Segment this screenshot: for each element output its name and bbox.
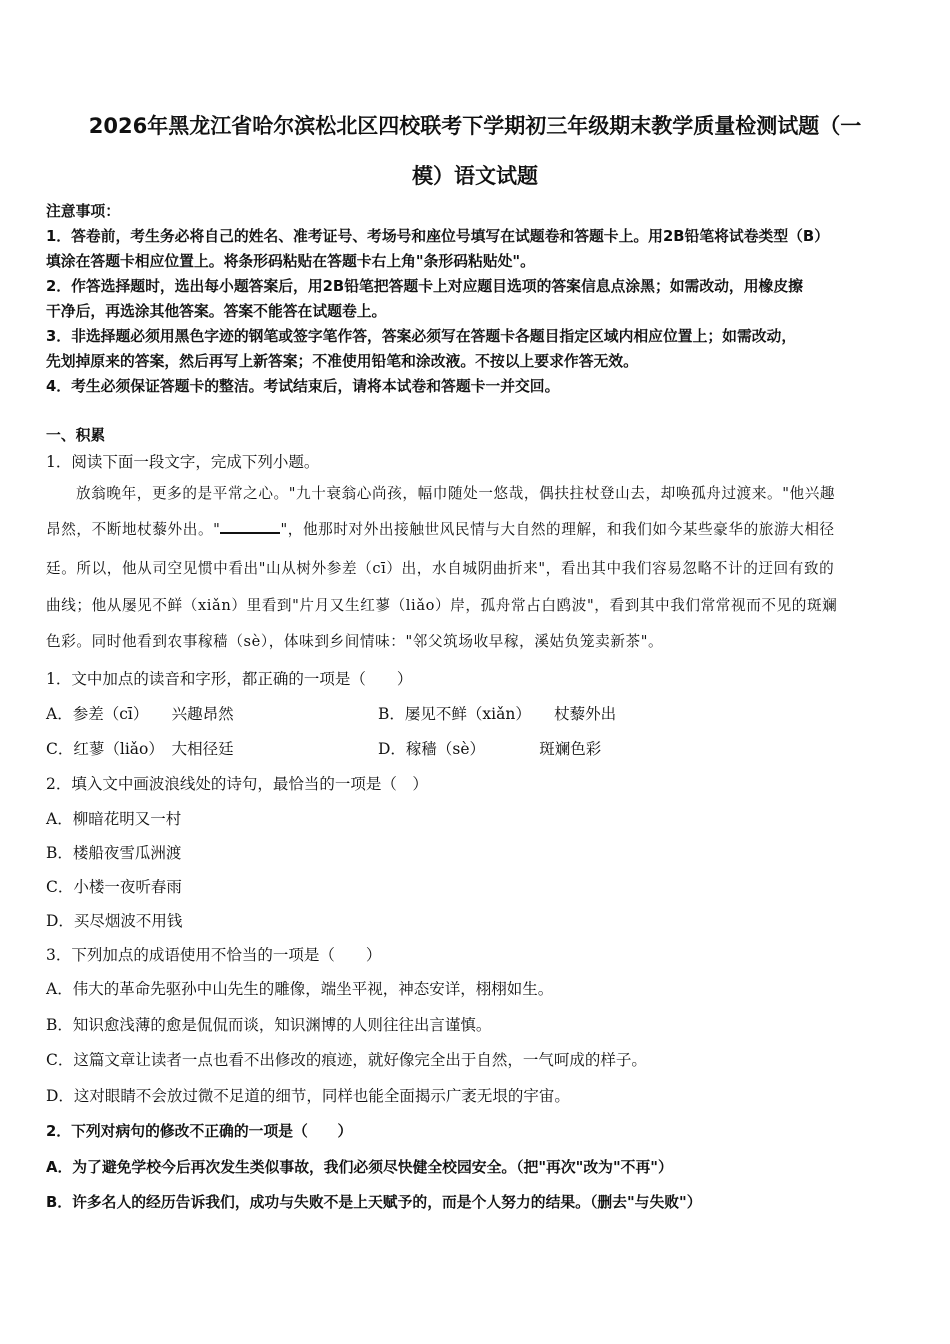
exam-title-line1: 2026年黑龙江省哈尔滨松北区四校联考下学期初三年级期末教学质量检测试题（一 [88,114,862,138]
notice-line: 填涂在答题卡相应位置上。将条形码粘贴在答题卡右上角"条形码粘贴处"。 [46,253,535,270]
passage-line-with-blank [46,520,835,540]
option-c: C．小楼一夜听春雨 [46,878,182,896]
option-b: B．楼船夜雪瓜洲渡 [46,844,182,862]
option-a: A．为了避免学校今后再次发生类似事故，我们必须尽快健全校园安全。（把"再次"改为"不再"） [46,1159,673,1176]
option-b: B．屡见不鲜（xiǎn） 杖藜外出 [378,705,617,723]
notice-line: 4．考生必须保证答题卡的整洁。考试结束后，请将本试卷和答题卡一并交回。 [46,378,560,395]
section-heading: 一、积累 [46,427,106,444]
notice-line: 先划掉原来的答案，然后再写上新答案；不准使用铅笔和涂改液。不按以上要求作答无效。 [46,353,638,370]
question-stem: 2．填入文中画波浪线处的诗句，最恰当的一项是（ ） [46,775,428,793]
passage-line: 廷。所以，他从司空见惯中看出"山从树外参差（cī）出，水自城阴曲折来"，看出其中我们容易忽略不计的迂回有致的 [46,560,835,577]
question-stem: 1．文中加点的读音和字形，都正确的一项是（ ） [46,670,413,688]
passage-text: 昂然，不断地杖藜外出。" [46,521,221,538]
notice-heading: 注意事项： [46,203,120,220]
passage-text: "，他那时对外出接触世风民情与大自然的理解，和我们如今某些豪华的旅游大相径 [280,521,835,538]
option-b: B．知识愈浅薄的愈是侃侃而谈，知识渊博的人则往往出言谨慎。 [46,1016,492,1034]
option-c: C．红蓼（liǎo） 大相径廷 [46,740,234,758]
passage-line: 色彩。同时他看到农事稼穑（sè），体味到乡间情味："邻父筑场收早稼，溪姑负笼卖新茶"。 [46,633,664,650]
question-stem: 2．下列对病句的修改不正确的一项是（ ） [46,1123,353,1140]
option-a: A．伟大的革命先驱孙中山先生的雕像，端坐平视，神态安详，栩栩如生。 [46,980,554,998]
option-c: C．这篇文章让读者一点也看不出修改的痕迹，就好像完全出于自然，一气呵成的样子。 [46,1051,647,1069]
notice-line: 2．作答选择题时，选出每小题答案后，用2B铅笔把答题卡上对应题目选项的答案信息点涂黑；如需改动，用橡皮擦 [46,278,803,295]
passage-line: 曲线；他从屡见不鲜（xiǎn）里看到"片月又生红蓼（liǎo）岸，孤舟常占白鸥波"，看到其中我们常常视而不见的斑斓 [46,597,838,614]
exam-title-line2: 模）语文试题 [412,164,538,188]
fill-blank [220,520,280,534]
passage-line: 放翁晚年，更多的是平常之心。"九十衰翁心尚孩，幅巾随处一悠哉，偶扶拄杖登山去，却唤孤舟过渡来。"他兴趣 [76,485,836,502]
notice-line: 1．答卷前，考生务必将自己的姓名、准考证号、考场号和座位号填写在试题卷和答题卡上。用2B铅笔将试卷类型（B） [46,228,829,245]
option-d: D．买尽烟波不用钱 [46,912,183,930]
option-d: D．稼穑（sè） 斑斓色彩 [378,740,602,758]
option-a: A．参差（cī） 兴趣昂然 [46,705,234,723]
option-a: A．柳暗花明又一村 [46,810,182,828]
notice-line: 干净后，再选涂其他答案。答案不能答在试题卷上。 [46,303,387,320]
option-d: D．这对眼睛不会放过微不足道的细节，同样也能全面揭示广袤无垠的宇宙。 [46,1087,570,1105]
notice-line: 3．非选择题必须用黑色字迹的钢笔或签字笔作答，答案必须写在答题卡各题目指定区域内相应位置上；如需改动， [46,328,797,345]
question-intro: 1．阅读下面一段文字，完成下列小题。 [46,453,320,471]
option-b: B．许多名人的经历告诉我们，成功与失败不是上天赋予的，而是个人努力的结果。（删去"与失败"） [46,1194,702,1211]
question-stem: 3．下列加点的成语使用不恰当的一项是（ ） [46,946,382,964]
